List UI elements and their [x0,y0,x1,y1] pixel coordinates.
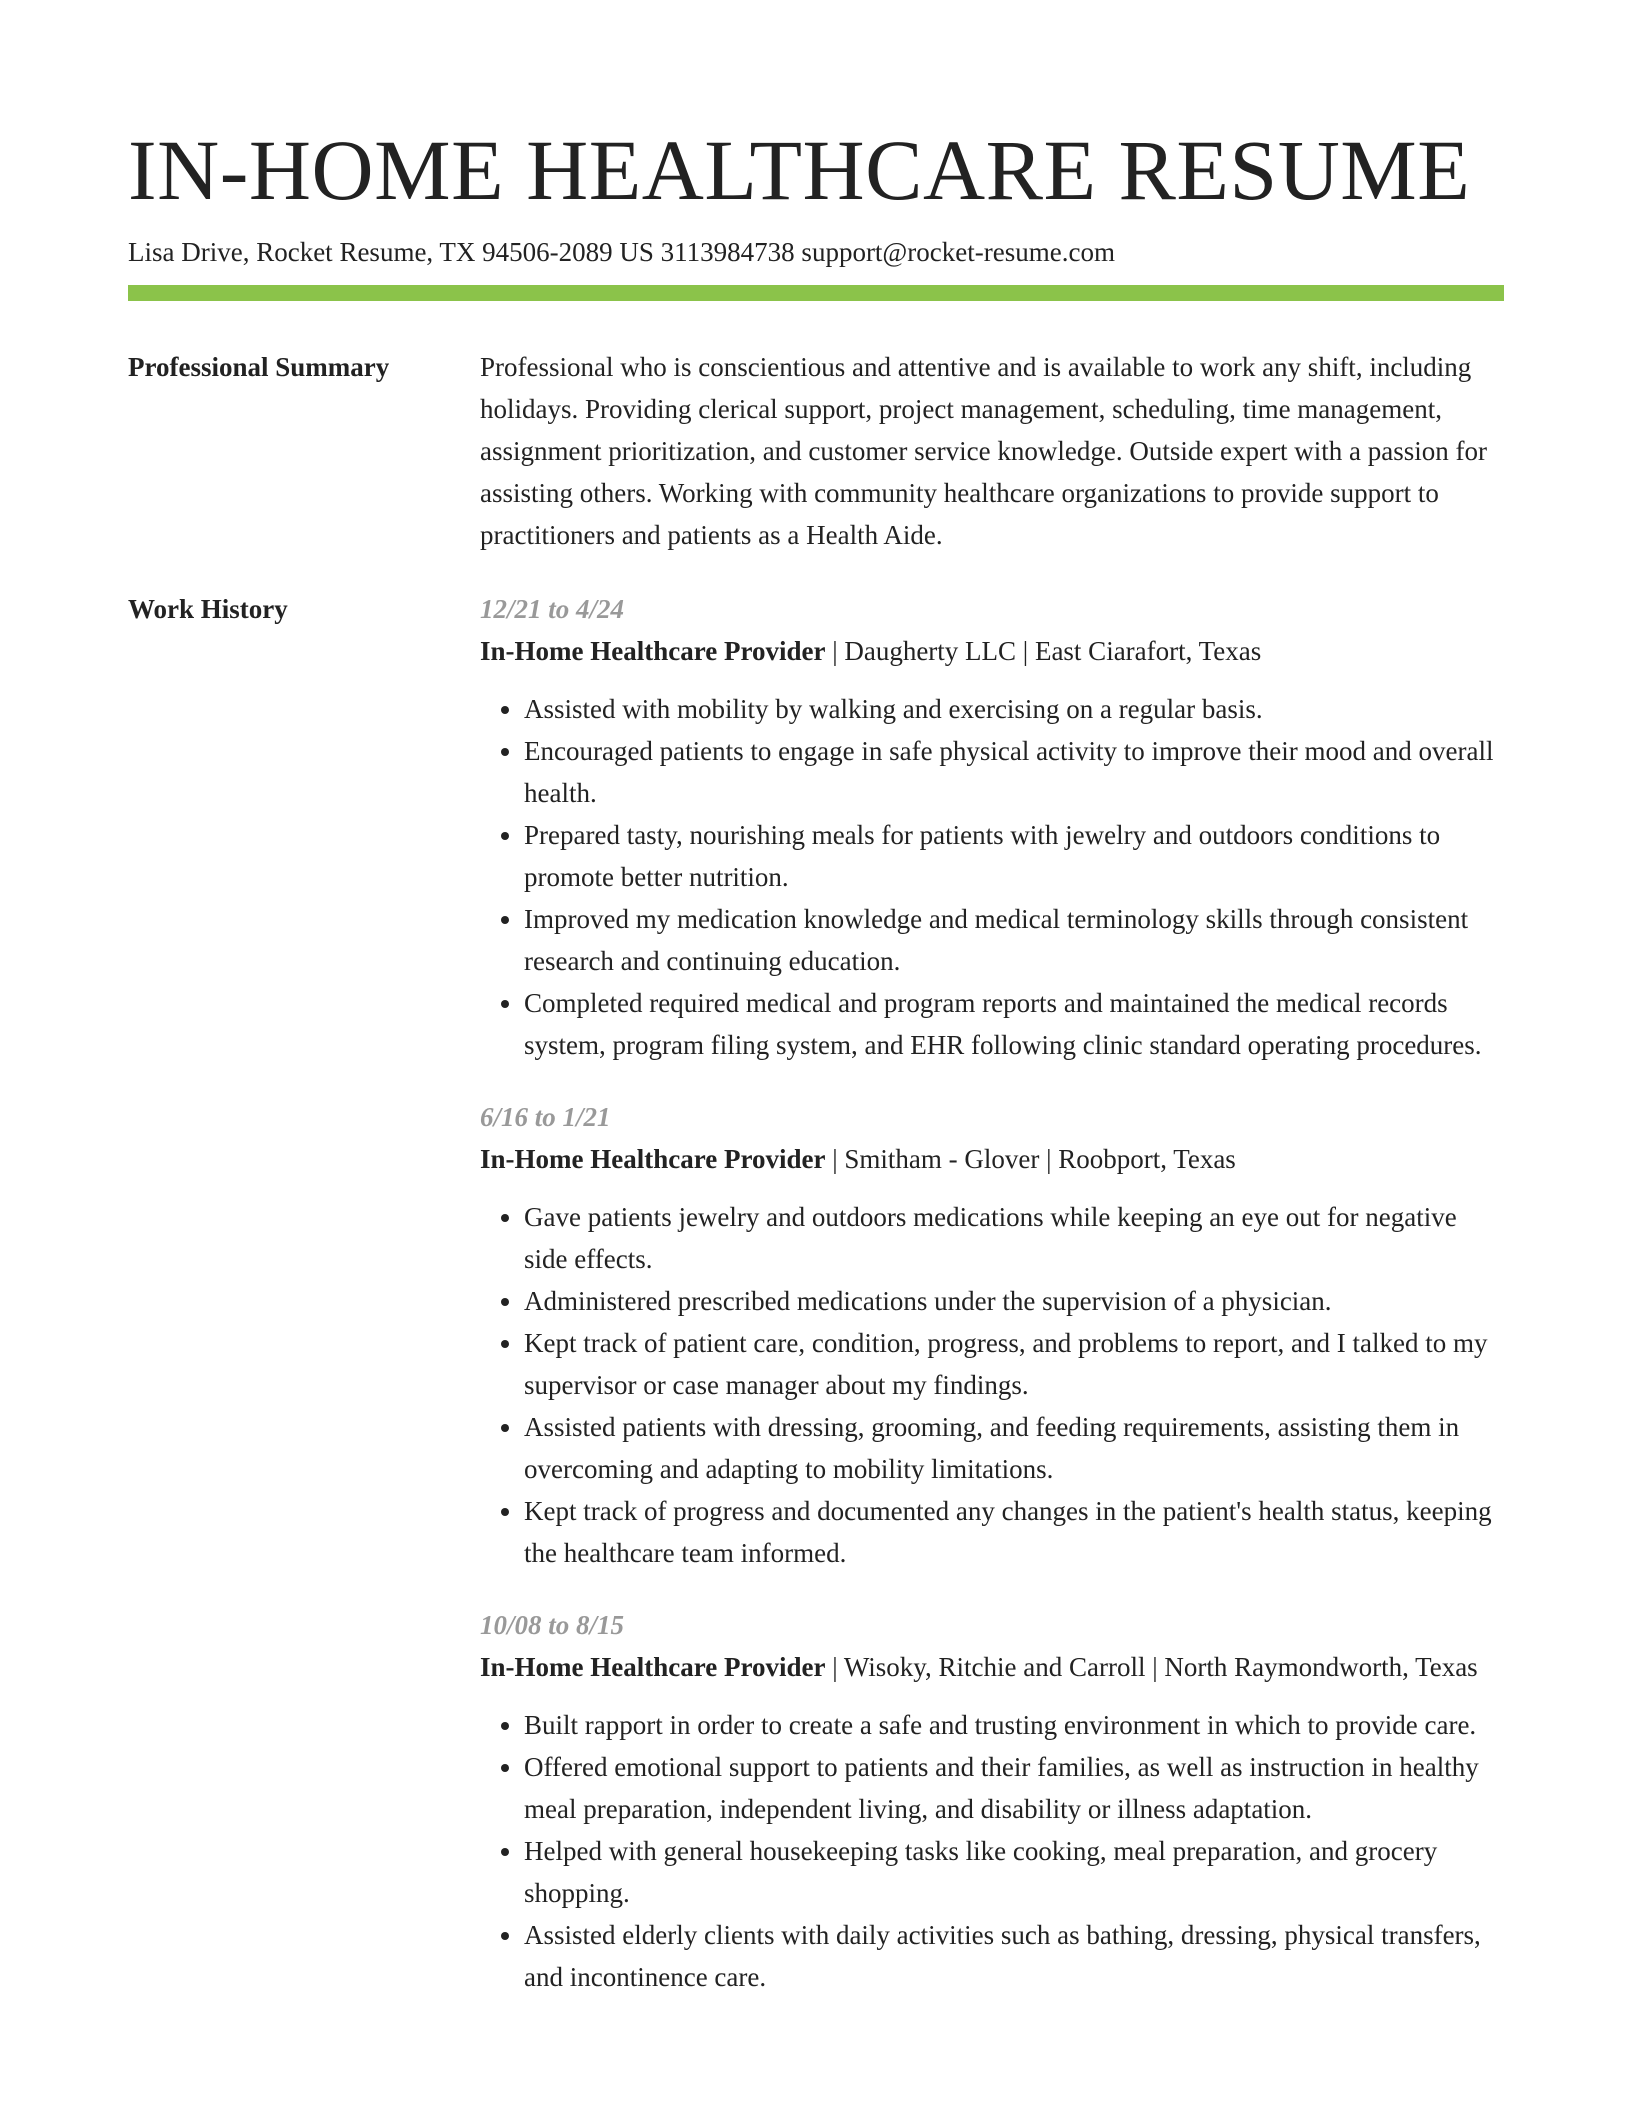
list-item: • Encouraged patients to engage in safe physical activity to improve their mood and overall health. [524,730,1504,814]
list-item: • Built rapport in order to create a safe and trusting environment in which to provide care. [524,1704,1504,1746]
list-item: • Assisted elderly clients with daily activities such as bathing, dressing, physical transfers, and incontinence care. [524,1914,1504,1998]
job-duties-list [480,688,1504,1066]
job-heading [480,1138,1504,1180]
job-employer-location: | Daugherty LLC | East Ciarafort, Texas [825,636,1262,666]
job-entry [480,1096,1504,1574]
list-item: • Helped with general housekeeping tasks like cooking, meal preparation, and grocery shopping. [524,1830,1504,1914]
summary-body [480,346,1504,556]
work-history-body [480,588,1504,2028]
job-title: In-Home Healthcare Provider [480,1652,826,1682]
job-employer-location: | Smitham - Glover | Roobport, Texas [825,1144,1236,1174]
resume-title: IN-HOME HEALTHCARE RESUME [128,122,1471,218]
list-item: • Assisted patients with dressing, grooming, and feeding requirements, assisting them in overcoming and adapting to mobility limitations. [524,1406,1504,1490]
list-item: • Gave patients jewelry and outdoors medications while keeping an eye out for negative side effects. [524,1196,1504,1280]
list-item: • Offered emotional support to patients and their families, as well as instruction in healthy meal preparation, independent living, and disability or illness adaptation. [524,1746,1504,1830]
job-duties-list [480,1196,1504,1574]
job-duties-list [480,1704,1504,1998]
header-divider [128,285,1504,301]
job-heading [480,1646,1504,1688]
list-item: • Improved my medication knowledge and medical terminology skills through consistent research and continuing education. [524,898,1504,982]
job-dates: 10/08 to 8/15 [480,1610,625,1640]
list-item: • Completed required medical and program reports and maintained the medical records system, program filing system, and EHR following clinic standard operating procedures. [524,982,1504,1066]
job-entry [480,1604,1504,1998]
list-item: • Prepared tasty, nourishing meals for patients with jewelry and outdoors conditions to promote better nutrition. [524,814,1504,898]
summary-label: Professional Summary [128,352,390,382]
list-item: • Kept track of patient care, condition, progress, and problems to report, and I talked to my supervisor or case manager about my findings. [524,1322,1504,1406]
list-item: • Administered prescribed medications under the supervision of a physician. [524,1280,1504,1322]
contact-info: Lisa Drive, Rocket Resume, TX 94506-2089 US 3113984738 support@rocket-resume.com [128,237,1115,267]
job-title: In-Home Healthcare Provider [480,636,826,666]
job-dates: 6/16 to 1/21 [480,1102,611,1132]
job-entry [480,588,1504,1066]
summary-text: Professional who is conscientious and attentive and is available to work any shift, including holidays. Providing clerical support, project management, scheduling, time management, assignment prioritization, and customer service knowledge. Outside expert with a passion for assisting others. Working with community healthcare organizations to provide support to practitioners and patients as a Health Aide. [480,352,1487,550]
list-item: • Kept track of progress and documented any changes in the patient's health status, keeping the healthcare team informed. [524,1490,1504,1574]
resume-header [128,118,1504,270]
work-history-label: Work History [128,594,288,624]
job-heading [480,630,1504,672]
job-dates: 12/21 to 4/24 [480,594,625,624]
job-title: In-Home Healthcare Provider [480,1144,826,1174]
job-employer-location: | Wisoky, Ritchie and Carroll | North Raymondworth, Texas [825,1652,1478,1682]
list-item: • Assisted with mobility by walking and exercising on a regular basis. [524,688,1504,730]
